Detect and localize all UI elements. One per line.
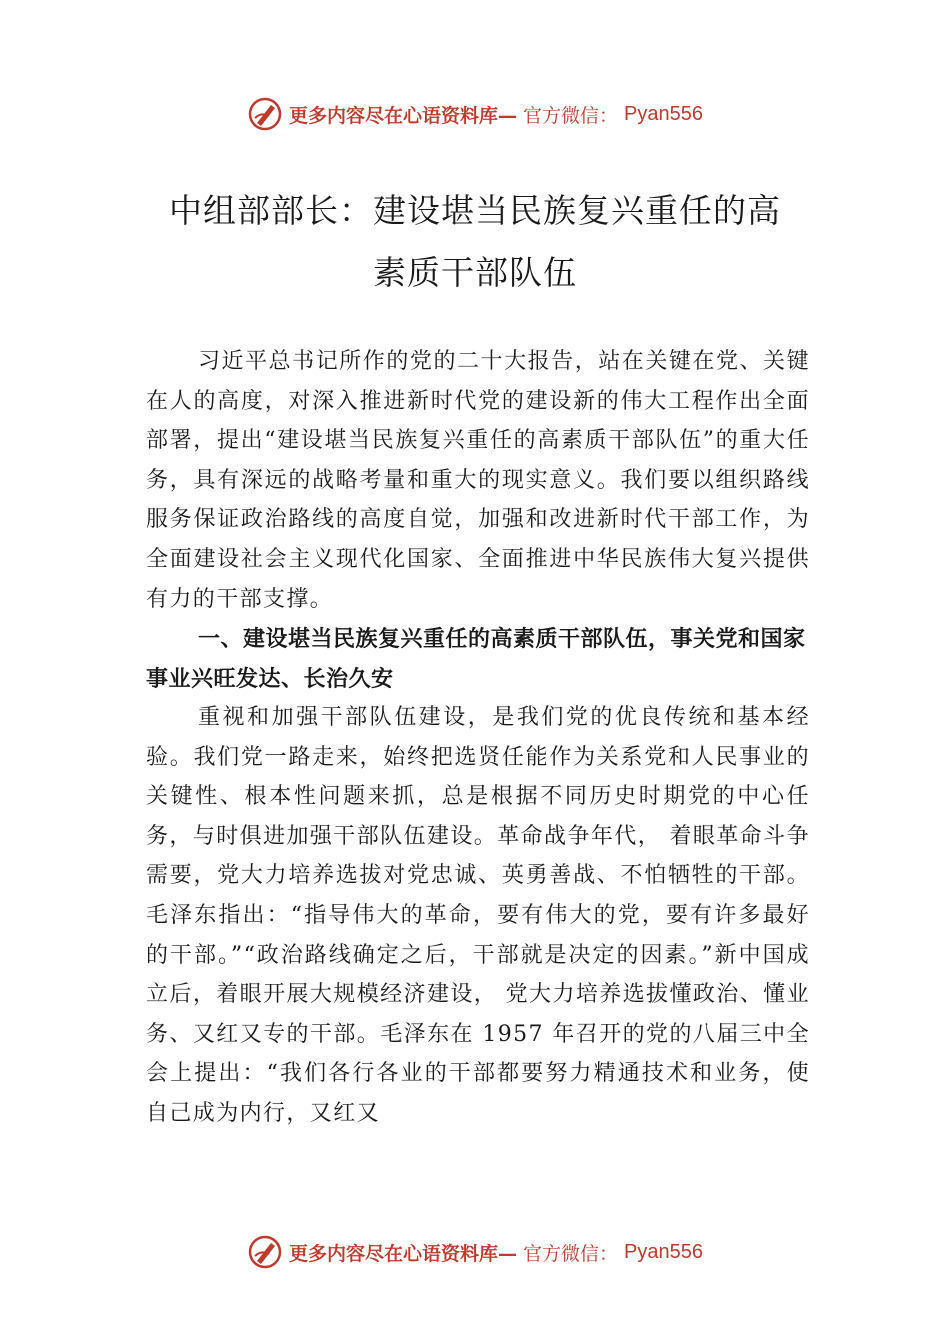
- footer-watermark: [0, 1232, 950, 1272]
- wechat-handle: Pyan556: [624, 1240, 703, 1263]
- document-title: [140, 180, 810, 304]
- section-heading-1: 一、建设堪当民族复兴重任的高素质干部队伍，事关党和国家事业兴旺发达、长治久安: [146, 627, 806, 692]
- title-line-1: 中组部部长：建设堪当民族复兴重任的高: [169, 191, 781, 230]
- wechat-handle: Pyan556: [624, 102, 703, 125]
- wechat-label: 官方微信：: [523, 104, 619, 127]
- pen-logo-icon: [247, 1234, 283, 1270]
- promo-text: 更多内容尽在心语资料库—: [289, 104, 518, 127]
- wechat-label: 官方微信：: [523, 1242, 619, 1265]
- promo-text: 更多内容尽在心语资料库—: [289, 1242, 518, 1265]
- paragraph-intro: 习近平总书记所作的党的二十大报告，站在关键在党、关键在人的高度，对深入推进新时代党的建设新的伟大工程作出全面部署，提出“建设堪当民族复兴重任的高素质干部队伍”的重大任务，具有深远的战略考量和重大的现实意义。我们要以组织路线服务保证政治路线的高度自觉，加强和改进新时代干部工作，为全面建设社会主义现代化国家、全面推进中华民族伟大复兴提供有力的干部支撑。: [146, 349, 810, 612]
- header-watermark: [0, 94, 950, 134]
- paragraph-history: 重视和加强干部队伍建设，是我们党的优良传统和基本经验。我们党一路走来，始终把选贤任能作为关系党和人民事业的关键性、根本性问题来抓，总是根据不同历史时期党的中心任务，与时俱进加强干部队伍建设。革命战争年代， 着眼革命斗争需要，党大力培养选拔对党忠诚、英勇善战、不怕牺牲的干部。毛泽东指出：“指导伟大的革命，要有伟大的党，要有许多最好的干部。”“政治路线确定之后，干部就是决定的因素。”新中国成立后，着眼开展大规模经济建设， 党大力培养选拔懂政治、懂业务、又红又专的干部。毛泽东在 1957 年召开的党的八届三中全会上提出：“我们各行各业的干部都要努力精通技术和业务，使自己成为内行，又红又: [146, 705, 810, 1126]
- pen-logo-icon: [247, 96, 283, 132]
- title-line-2: 素质干部队伍: [373, 253, 577, 292]
